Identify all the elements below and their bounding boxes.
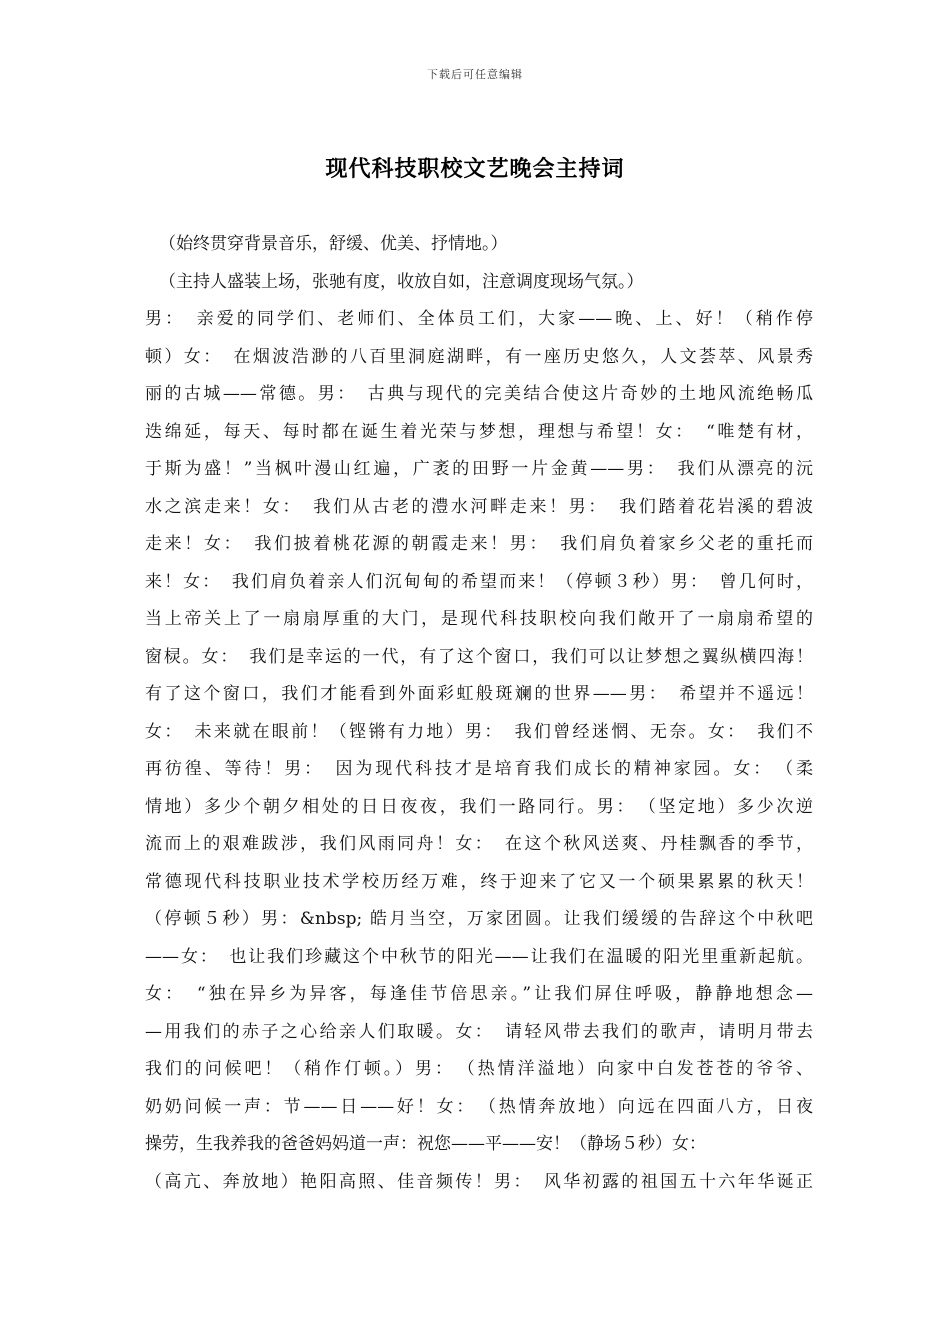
paragraph-line: 于斯为盛！”当枫叶漫山红遍，广袤的田野一片金黄——男： 我们从漂亮的沅 (145, 459, 813, 479)
paragraph-line: 情地）多少个朝夕相处的日日夜夜，我们一路同行。男： （坚定地）多少次逆 (145, 796, 813, 817)
paragraph-line: 流而上的艰难跋涉，我们风雨同舟！女： 在这个秋风送爽、丹桂飘香的季节， (145, 834, 813, 854)
paragraph-line: 迭绵延，每天、每时都在诞生着光荣与梦想，理想与希望！女： “唯楚有材， (145, 421, 813, 442)
paragraph-line: 有了这个窗口，我们才能看到外面彩虹般斑斓的世界——男： 希望并不遥远！ (145, 684, 813, 704)
body-text (145, 226, 813, 1201)
paragraph-line: 女： 未来就在眼前！（铿锵有力地）男： 我们曾经迷惘、无奈。女： 我们不 (145, 721, 813, 742)
paragraph-line: （高亢、奔放地）艳阳高照、佳音频传！男： 风华初露的祖国五十六年华诞正 (145, 1171, 813, 1192)
paragraph-line: （始终贯穿背景音乐，舒缓、优美、抒情地。） (159, 234, 508, 254)
paragraph-line: 再彷徨、等待！男： 因为现代科技才是培育我们成长的精神家园。女： （柔 (145, 759, 813, 779)
paragraph-line: （主持人盛装上场，张驰有度，收放自如，注意调度现场气氛。） (159, 271, 644, 292)
document-title: 现代科技职校文艺晚会主持词 (325, 156, 625, 182)
paragraph-line: —用我们的赤子之心给亲人们取暖。女： 请轻风带去我们的歌声，请明月带去 (145, 1021, 813, 1042)
paragraph-line: 来！女： 我们肩负着亲人们沉甸甸的希望而来！（停顿３秒）男： 曾几何时， (145, 571, 813, 592)
paragraph-line: 男： 亲爱的同学们、老师们、全体员工们，大家——晚、上、好！（稍作停 (145, 309, 813, 329)
header-note: 下载后可任意编辑 (427, 68, 523, 81)
paragraph-line: ——女： 也让我们珍藏这个中秋节的阳光——让我们在温暖的阳光里重新起航。 (145, 946, 813, 967)
paragraph-line: 顿）女： 在烟波浩渺的八百里洞庭湖畔，有一座历史悠久，人文荟萃、风景秀 (145, 346, 813, 367)
paragraph-line: 常德现代科技职业技术学校历经万难，终于迎来了它又一个硕果累累的秋天！ (145, 871, 813, 892)
paragraph-line: 我们的问候吧！（稍作仃顿。）男： （热情洋溢地）向家中白发苍苍的爷爷、 (145, 1059, 813, 1079)
paragraph-line: 丽的古城——常德。男： 古典与现代的完美结合使这片奇妙的土地风流绝畅瓜 (145, 384, 813, 404)
paragraph-line: 女： “独在异乡为异客，每逢佳节倍思亲。”让我们屏住呼吸，静静地想念— (145, 984, 813, 1004)
paragraph-line: 奶奶问候一声：节——日——好！女： （热情奔放地）向远在四面八方，日夜 (145, 1096, 813, 1117)
paragraph-line: （停顿５秒）男：&nbsp; 皓月当空，万家团圆。让我们缓缓的告辞这个中秋吧 (145, 909, 813, 929)
paragraph-line: 操劳，生我养我的爸爸妈妈道一声：祝您——平——安！（静场５秒）女： (145, 1134, 706, 1154)
paragraph-line: 水之滨走来！女： 我们从古老的澧水河畔走来！男： 我们踏着花岩溪的碧波 (145, 496, 813, 517)
paragraph-line: 当上帝关上了一扇扇厚重的大门，是现代科技职校向我们敞开了一扇扇希望的 (145, 609, 813, 629)
paragraph-line: 窗棂。女： 我们是幸运的一代，有了这个窗口，我们可以让梦想之翼纵横四海！ (145, 646, 813, 667)
paragraph-line: 走来！女： 我们披着桃花源的朝霞走来！男： 我们肩负着家乡父老的重托而 (145, 534, 813, 554)
